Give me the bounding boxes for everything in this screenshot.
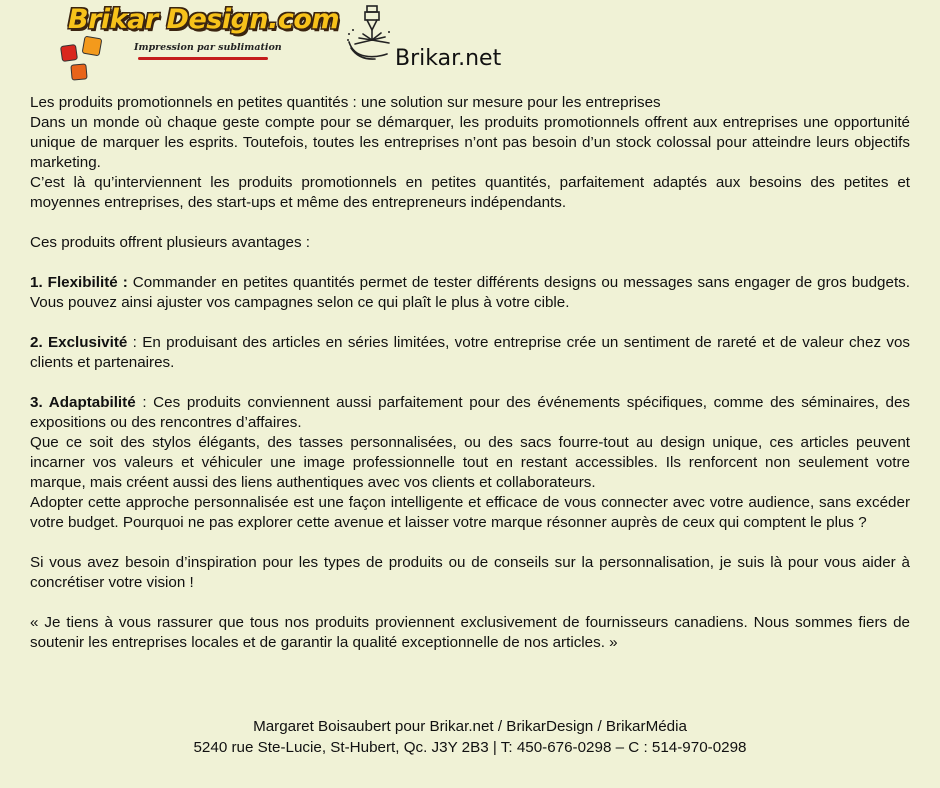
- advantage-label: 1. Flexibilité :: [30, 274, 128, 291]
- body-paragraph-2: Adopter cette approche personnalisée est une façon intelligente et efficace de vous connecter avec votre audience, sans excéder votre budget. Pourquoi ne pas explorer cette avenue et laisser votre marque résonner auprès de ceux qui comptent le plus ?: [30, 494, 910, 531]
- advantage-text: Commander en petites quantités permet de tester différents designs ou messages sans engager de gros budgets. Vous pouvez ainsi ajuster vos campagnes selon ce qui plaît le plus à votre cible.: [30, 274, 910, 311]
- brikar-design-logo-title: Brikar Design.com: [68, 4, 340, 35]
- brikar-design-squares-icon: [60, 44, 78, 62]
- advantage-text: : En produisant des articles en séries limitées, votre entreprise crée un sentiment de rareté et de valeur chez vos clients et partenaires.: [30, 334, 910, 371]
- logo-underline: [138, 57, 268, 60]
- advantage-label: 2. Exclusivité: [30, 334, 128, 351]
- body-paragraph-3: Si vous avez besoin d’inspiration pour les types de produits ou de conseils sur la personnalisation, je suis là pour vous aider à concrétiser votre vision !: [30, 554, 910, 591]
- intro-paragraph-1: Dans un monde où chaque geste compte pour se démarquer, les produits promotionnels offrent aux entreprises une opportunité unique de marquer les esprits. Toutefois, toutes les entreprises n’ont pas besoin d’un stock colossal pour atteindre leurs objectifs marketing.: [30, 114, 910, 171]
- brikar-net-logo-text: Brikar.net: [395, 46, 502, 71]
- spacer: [30, 313, 910, 333]
- advantages-intro: Ces produits offrent plusieurs avantages :: [30, 234, 311, 251]
- footer-author-line: Margaret Boisaubert pour Brikar.net / BrikarDesign / BrikarMédia: [253, 718, 687, 735]
- intro-paragraph-2: C’est là qu’interviennent les produits promotionnels en petites quantités, parfaitement adaptés aux besoins des petites et moyennes entreprises, des start-ups et même des entrepreneurs indépendants.: [30, 174, 910, 211]
- advantage-text: : Ces produits conviennent aussi parfaitement pour des événements spécifiques, comme des séminaires, des expositions ou des rencontres d’affaires.: [30, 394, 910, 431]
- advantage-item: [30, 273, 910, 313]
- brikar-design-square-icon: [82, 36, 103, 57]
- advantage-item: [30, 393, 910, 433]
- advantage-item: [30, 333, 910, 373]
- footer-signature: [0, 716, 940, 758]
- footer-contact-line: 5240 rue Ste-Lucie, St-Hubert, Qc. J3Y 2B3 | T: 450-676-0298 – C : 514-970-0298: [193, 739, 747, 756]
- brikar-design-logo[interactable]: [56, 4, 340, 84]
- spacer: [30, 253, 910, 273]
- brikar-net-logo[interactable]: [345, 4, 515, 74]
- spacer: [30, 533, 910, 553]
- header: [0, 0, 940, 90]
- spacer: [30, 373, 910, 393]
- article-body: [30, 93, 910, 653]
- body-paragraph-1: Que ce soit des stylos élégants, des tasses personnalisées, ou des sacs fourre-tout au design unique, ces articles peuvent incarner vos valeurs et véhiculer une image professionnelle tout en restant accessibles. Ils renforcent non seulement votre marque, mais créent aussi des liens authentiques avec vos clients et collaborateurs.: [30, 434, 910, 491]
- advantage-label: 3. Adaptabilité: [30, 394, 136, 411]
- quote-paragraph: « Je tiens à vous rassurer que tous nos produits proviennent exclusivement de fournisseurs canadiens. Nous sommes fiers de soutenir les entreprises locales et de garantir la qualité exceptionnelle de nos articles. »: [30, 614, 910, 651]
- spacer: [30, 593, 910, 613]
- brikar-design-logo-tagline: Impression par sublimation: [134, 42, 282, 53]
- spacer: [30, 213, 910, 233]
- brikar-design-square-icon: [70, 63, 87, 80]
- article-title: Les produits promotionnels en petites quantités : une solution sur mesure pour les entreprises: [30, 94, 661, 111]
